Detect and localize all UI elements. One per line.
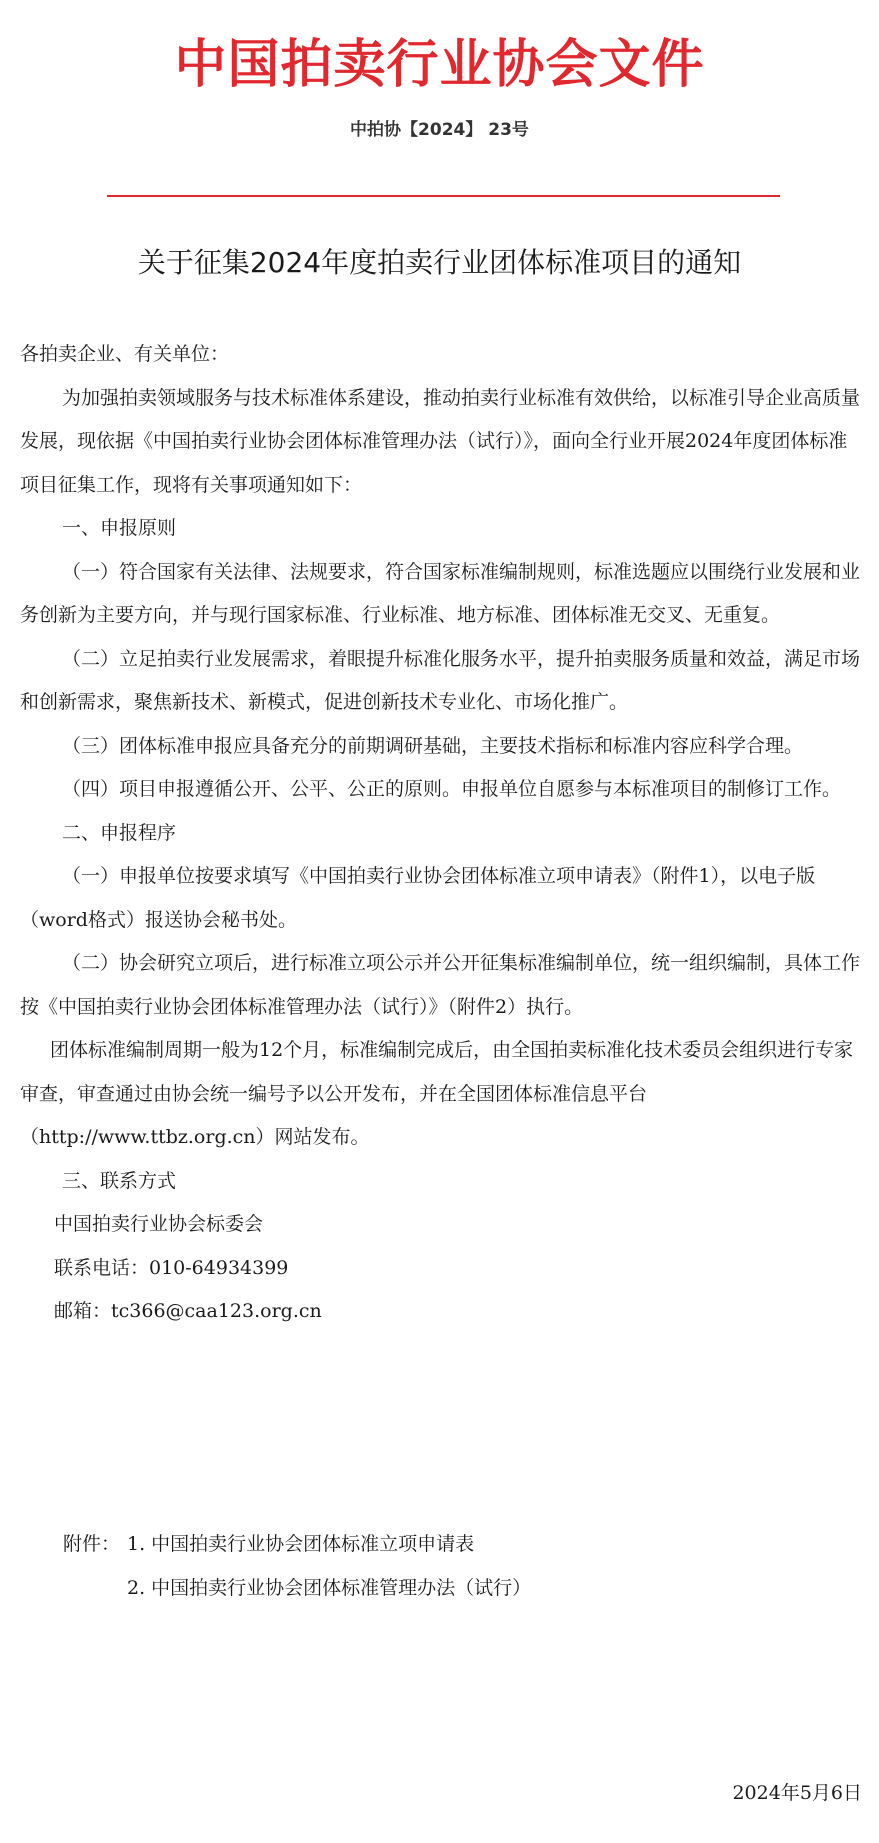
attachment-row-2 [63, 1566, 531, 1610]
cycle-note-paragraph: 团体标准编制周期一般为12个月，标准编制完成后，由全国拍卖标准化技术委员会组织进行专家审查，审查通过由协会统一编号予以公开发布，并在全国团体标准信息平台（http://www.ttbz.org.cn）网站发布。 [20, 1039, 854, 1148]
attachments-label: 附件： [63, 1533, 121, 1555]
procedure-item-1: （一）申报单位按要求填写《中国拍卖行业协会团体标准立项申请表》（附件1），以电子版（word格式）报送协会秘书处。 [20, 865, 816, 931]
section-heading-contact: 三、联系方式 [62, 1169, 177, 1192]
principle-item-1: （一）符合国家有关法律、法规要求，符合国家标准编制规则，标准选题应以围绕行业发展和业务创新为主要方向，并与现行国家标准、行业标准、地方标准、团体标准无交叉、无重复。 [20, 560, 861, 626]
principle-item-3: （三）团体标准申报应具备充分的前期调研基础，主要技术指标和标准内容应科学合理。 [62, 734, 804, 757]
attachment-item-1: 1. 中国拍卖行业协会团体标准立项申请表 [127, 1533, 475, 1555]
document-body [20, 333, 860, 1334]
document-number: 中拍协【2024】 23号 [350, 120, 529, 140]
salutation: 各拍卖企业、有关单位： [20, 343, 230, 365]
principle-item-2: （二）立足拍卖行业发展需求，着眼提升标准化服务水平，提升拍卖服务质量和效益，满足市场和创新需求，聚焦新技术、新模式，促进创新技术专业化、市场化推广。 [20, 647, 861, 713]
contact-phone: 联系电话：010-64934399 [54, 1256, 289, 1279]
attachment-row-1 [63, 1522, 531, 1566]
intro-paragraph: 为加强拍卖领域服务与技术标准体系建设，推动拍卖行业标准有效供给，以标准引导企业高质量发展，现依据《中国拍卖行业协会团体标准管理办法（试行）》，面向全行业开展2024年度团体标准项目征集工作，现将有关事项通知如下： [20, 386, 861, 496]
attachments-block [63, 1522, 531, 1610]
principle-item-4: （四）项目申报遵循公开、公平、公正的原则。申报单位自愿参与本标准项目的制修订工作。 [62, 778, 842, 800]
document-date: 2024年5月6日 [732, 1782, 862, 1804]
header-divider [107, 195, 780, 197]
contact-email: 邮箱：tc366@caa123.org.cn [54, 1300, 322, 1322]
procedure-item-2: （二）协会研究立项后，进行标准立项公示并公开征集标准编制单位，统一组织编制，具体工作按《中国拍卖行业协会团体标准管理办法（试行）》（附件2）执行。 [20, 952, 861, 1018]
contact-org: 中国拍卖行业协会标委会 [54, 1213, 264, 1235]
document-header-title: 中国拍卖行业协会文件 [174, 35, 705, 95]
section-heading-procedure: 二、申报程序 [62, 821, 177, 844]
attachment-item-2: 2. 中国拍卖行业协会团体标准管理办法（试行） [127, 1577, 532, 1599]
notice-title: 关于征集2024年度拍卖行业团体标准项目的通知 [137, 246, 742, 279]
section-heading-principles: 一、申报原则 [62, 517, 177, 539]
